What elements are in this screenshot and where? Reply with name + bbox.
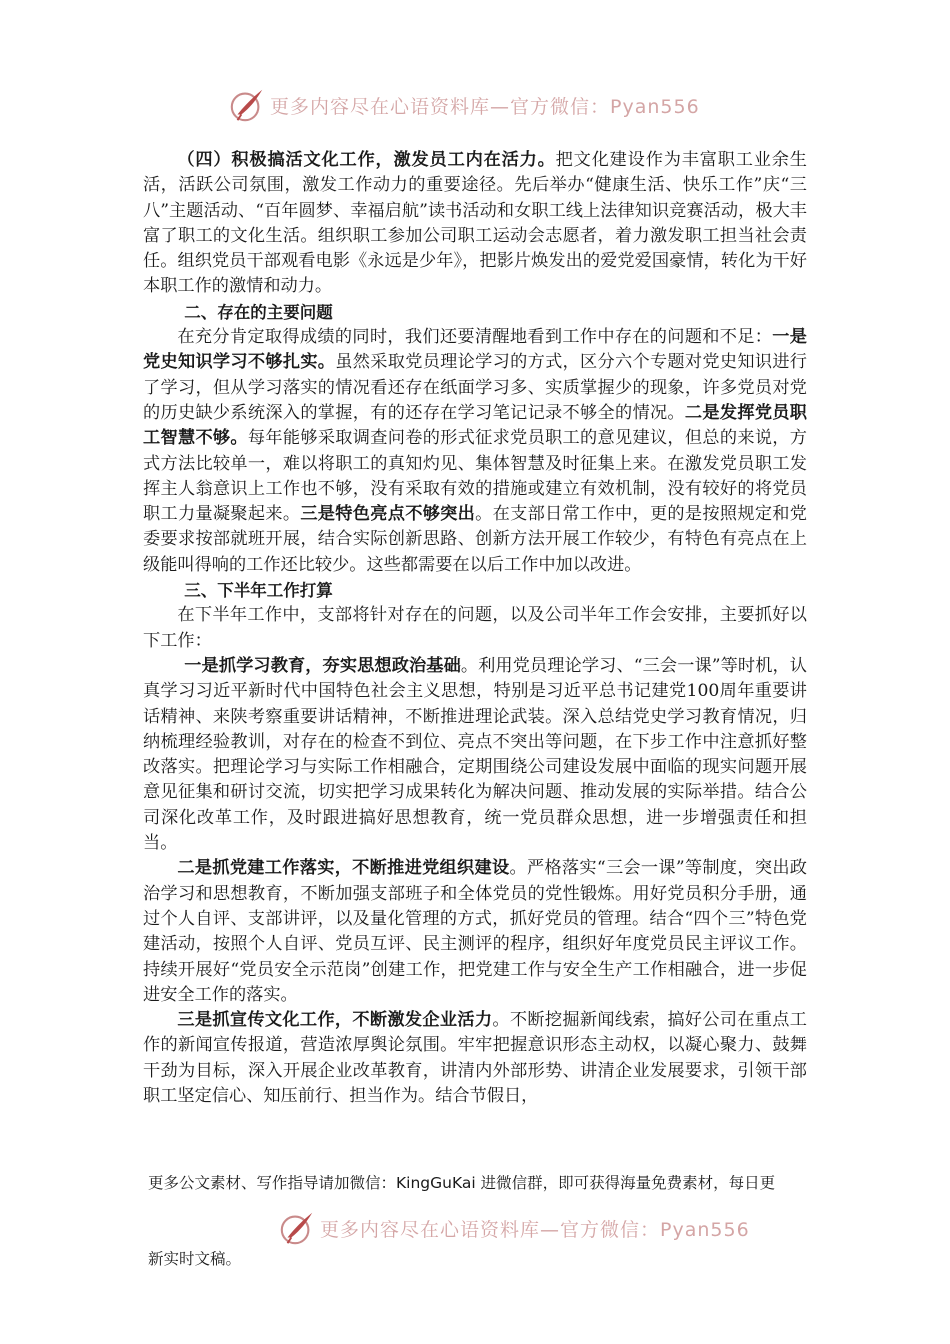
- plan-item3-body: 。不断挖掘新闻线索，搞好公司在重点工作的新闻宣传报道，营造浓厚舆论氛围。牢牢把握意识形态主动权，以凝心聚力、鼓舞干劲为目标，深入开展企业改革教育，讲清内外部形势、讲清企业发展要求，引领干部职工坚定信心、知压前行、担当作为。结合节假日，: [143, 1010, 807, 1106]
- footer-banner: [278, 1208, 750, 1248]
- section4-paragraph: [143, 148, 807, 300]
- footer-line2: 新实时文稿。: [148, 1250, 242, 1268]
- problem2-body: 每年能够采取调查问卷的形式征求党员职工的意见建议，但总的来说，方式方法比较单一，难以将职工的真知灼见、集体智慧及时征集上来。在激发党员职工发挥主人翁意识上工作也不够，没有采取有效的措施或建立有效机制，没有较好的将党员职工力量凝聚起来。: [143, 428, 807, 525]
- heading-plan: 三、下半年工作打算: [184, 581, 333, 601]
- document-body: [143, 148, 807, 1109]
- problems-intro: 在充分肯定取得成绩的同时，我们还要清醒地看到工作中存在的问题和不足：: [177, 327, 773, 348]
- banner-text: 更多内容尽在心语资料库—官方微信：Pyan556: [320, 1218, 750, 1241]
- problem2-lead: 二是发挥党员职工智慧不够。: [143, 402, 807, 449]
- plan-item3-lead: 三是抓宣传文化工作，不断激发企业活力: [177, 1010, 493, 1031]
- plan-item1-lead: 一是抓学习教育，夯实思想政治基础: [184, 655, 461, 676]
- problems-paragraph: [143, 325, 807, 578]
- problem3-body: 。在支部日常工作中，更的是按照规定和党委要求按部就班开展，结合实际创新思路、创新方法开展工作较少，有特色有亮点在上级能叫得响的工作还比较少。这些都需要在以后工作中加以改进。: [143, 504, 807, 575]
- footer-line1: 更多公文素材、写作指导请加微信：KingGuKai 进微信群，即可获得海量免费素材，每日更: [148, 1174, 776, 1192]
- quill-circle-logo-icon: [278, 1209, 316, 1247]
- plan-item2-body: 。严格落实“三会一课”等制度，突出政治学习和思想教育，不断加强支部班子和全体党员的党性锻炼。用好党员积分手册，通过个人自评、支部讲评，以及量化管理的方式，抓好党员的管理。结合“四个三”特色党建活动，按照个人自评、党员互评、民主测评的程序，组织好年度党员民主评议工作。持续开展好“党员安全示范岗”创建工作，把党建工作与安全生产工作相融合，进一步促进安全工作的落实。: [143, 858, 807, 1005]
- section4-lead: （四）积极搞活文化工作，激发员工内在活力。: [177, 150, 556, 170]
- problem1-lead: 一是党史知识学习不够扎实。: [143, 327, 807, 373]
- plan-item3: [143, 1008, 807, 1109]
- plan-item2: [143, 856, 807, 1008]
- plan-item1-body: 。利用党员理论学习、“三会一课”等时机，认真学习习近平新时代中国特色社会主义思想，特别是习近平总书记建党100周年重要讲话精神、来陕考察重要讲话精神，不断推进理论武装。深入总结党史学习教育情况，归纳梳理经验教训，对存在的检查不到位、亮点不突出等问题，在下步工作中注意抓好整改落实。把理论学习与实际工作相融合，定期围绕公司建设发展中面临的现实问题开展意见征集和研讨交流，切实把学习成果转化为解决问题、推动发展的实际举措。结合公司深化改革工作，及时跟进搞好思想教育，统一党员群众思想，进一步增强责任和担当。: [143, 655, 807, 854]
- plan-item2-lead: 二是抓党建工作落实，不断推进党组织建设: [177, 858, 510, 879]
- banner-text: 更多内容尽在心语资料库—官方微信：Pyan556: [270, 95, 700, 118]
- heading-problems: 二、存在的主要问题: [184, 302, 333, 322]
- section4-body: 把文化建设作为丰富职工业余生活，活跃公司氛围，激发工作动力的重要途径。先后举办“健康生活、快乐工作”庆“三八”主题活动、“百年圆梦、幸福启航”读书活动和女职工线上法律知识竞赛活动，极大丰富了职工的文化生活。组织职工参加公司职工运动会志愿者，着力激发职工担当社会责任。组织党员干部观看电影《永远是少年》，把影片焕发出的爱党爱国豪情，转化为干好本职工作的激情和动力。: [143, 150, 807, 297]
- problem3-lead: 三是特色亮点不够突出: [300, 504, 476, 525]
- problem1-body: 虽然采取党员理论学习的方式，区分六个专题对党史知识进行了学习，但从学习落实的情况看还存在纸面学习多、实质掌握少的现象，许多党员对党的历史缺少系统深入的掌握，有的还存在学习笔记记录不够全的情况。: [143, 352, 807, 423]
- quill-circle-logo-icon: [228, 86, 266, 124]
- header-banner: [228, 85, 700, 125]
- plan-item1: [143, 654, 807, 856]
- plan-intro: 在下半年工作中，支部将针对存在的问题，以及公司半年工作会安排，主要抓好以下工作：: [143, 605, 807, 651]
